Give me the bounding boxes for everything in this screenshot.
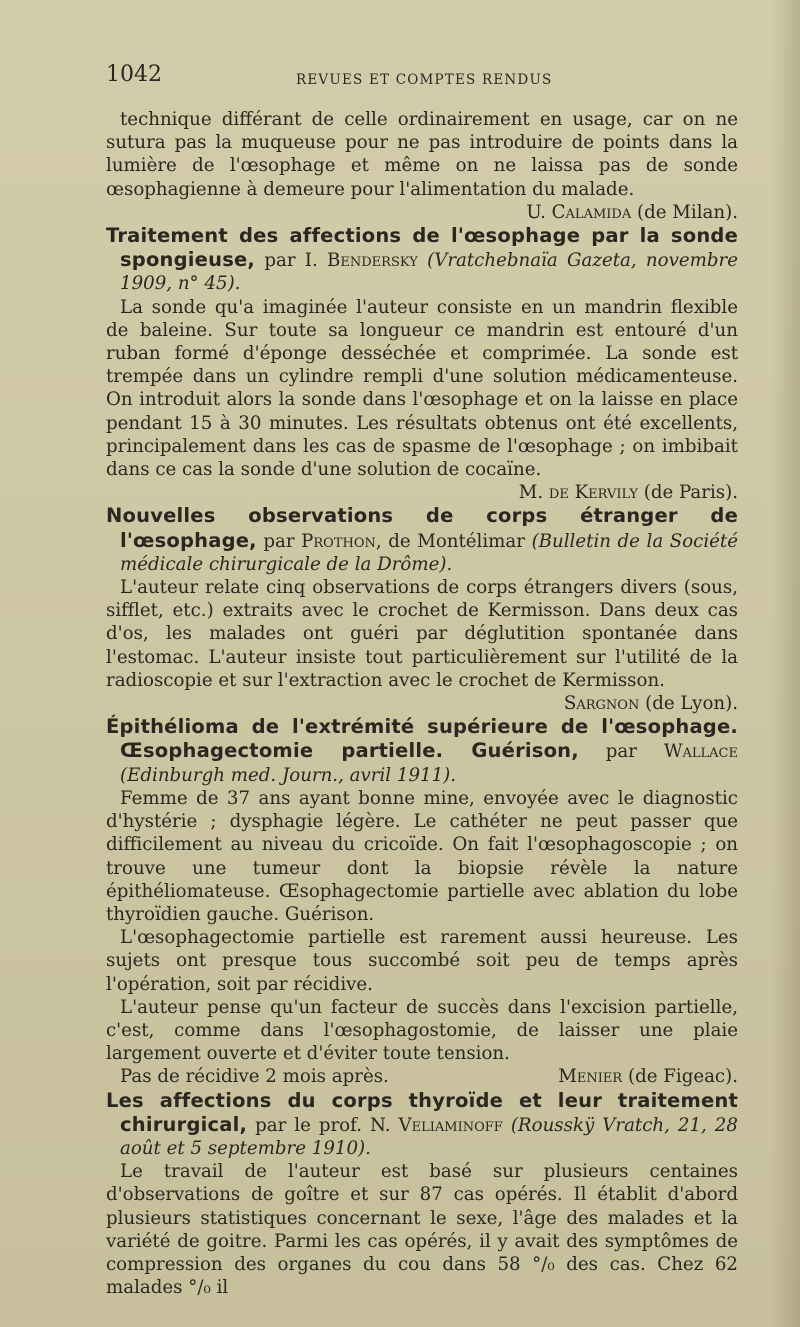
review-paragraph: La sonde qu'a imaginée l'auteur consiste en un mandrin flexible de baleine. Sur toute sa longueur ce mandrin est entouré d'un ruban formé d'éponge desséchée et comprimée. La sonde est trempée dans un cylindre rempli d'une solution médicamenteuse. On introduit alors la sonde dans l'œsophage et on la laisse en place pendant 15 à 30 minutes. Les résultats obtenus ont été excellents, principalement dans les cas de spasme de l'œsophage ; on imbibait dans ce cas la sonde d'une solution de cocaïne. — [106, 296, 738, 481]
review-heading — [106, 715, 738, 787]
byline-prefix: par I. — [264, 250, 318, 272]
running-title: REVUES ET COMPTES RENDUS — [296, 72, 553, 88]
article-body — [106, 108, 738, 1299]
author-name: Wallace — [663, 741, 738, 763]
review-heading — [106, 1089, 738, 1161]
page-edge-shadow — [772, 0, 800, 1327]
review-paragraph: L'auteur relate cinq observations de corps étrangers divers (sous, sifflet, etc.) extraits avec le crochet de Kermisson. Dans deux cas d'os, les malades ont guéri par déglutition spontanée dans l'estomac. L'auteur insiste tout particulièrement sur l'utilité de la radioscopie et sur l'extraction avec le crochet de Kermisson. — [106, 577, 738, 691]
author-affiliation: , de Montélimar — [375, 530, 525, 552]
signature-name: M. de Kervily — [518, 482, 638, 504]
source-citation: (Rousskÿ Vratch, 21, 28 août et 5 septembre 1910). — [120, 1114, 738, 1159]
signature — [106, 201, 738, 224]
signature-name: Sargnon — [563, 693, 640, 715]
source-citation: (Edinburgh med. Journ., avril 1911). — [120, 764, 457, 786]
signature — [106, 692, 738, 715]
continuation-paragraph: technique différant de celle ordinairement en usage, car on ne sutura pas la muqueuse pour ne pas introduire de points dans la lumière de l'œsophage et même on ne laissa pas de sonde œsophagienne à demeure pour l'alimentation du malade. — [106, 109, 738, 200]
page-header — [106, 58, 736, 92]
author-name: Veliaminoff — [398, 1114, 503, 1136]
review-paragraph-with-signature — [106, 1065, 738, 1088]
review-heading — [106, 504, 738, 576]
byline-prefix: par — [263, 530, 295, 552]
review-title: Les affections du corps thyroïde et leur traitement chirurgical, — [106, 1088, 738, 1136]
author-name: Bendersky — [327, 250, 418, 272]
review-heading — [106, 224, 738, 296]
signature-place: (de Paris). — [643, 482, 738, 504]
review-paragraph: L'œsophagectomie partielle est rarement aussi heureuse. Les sujets ont presque tous succombé soit peu de temps après l'opération, soit par récidive. — [106, 927, 738, 995]
signature — [106, 481, 738, 504]
byline-prefix: par le prof. N. — [255, 1114, 391, 1136]
review-paragraph: L'auteur pense qu'un facteur de succès dans l'excision partielle, c'est, comme dans l'œsophagostomie, de laisser une plaie largement ouverte et d'éviter toute tension. — [106, 996, 738, 1065]
source-citation: (Bulletin de la Société médicale chirurgicale de la Drôme). — [120, 530, 738, 575]
author-name: Prothon — [301, 530, 376, 552]
source-citation: (Vratchebnaïa Gazeta, novembre 1909, n° 45). — [120, 250, 738, 295]
review-title: Nouvelles observations de corps étranger de l'œsophage, — [106, 504, 738, 552]
signature-name: U. Calamida — [526, 201, 632, 223]
review-paragraph: Femme de 37 ans ayant bonne mine, envoyée avec le diagnostic d'hystérie ; dysphagie légère. Le cathéter ne peut passer que difficilement au niveau du cricoïde. On fait l'œsophagoscopie ; on trouve une tumeur dont la biopsie révèle la nature épithéliomateuse. Œsophagectomie partielle avec ablation du lobe thyroïdien gauche. Guérison. — [106, 787, 738, 925]
review-paragraph: Pas de récidive 2 mois après. — [120, 1066, 389, 1088]
signature-name: Menier — [558, 1066, 623, 1088]
signature-place: (de Lyon). — [645, 693, 738, 715]
byline-prefix: par — [605, 741, 637, 763]
review-title: Épithélioma de l'extrémité supérieure de l'œsophage. Œsophagectomie partielle. Guérison, — [106, 715, 738, 763]
signature-place: (de Figeac). — [627, 1066, 738, 1088]
page-number: 1042 — [106, 62, 162, 87]
review-paragraph: Le travail de l'auteur est basé sur plusieurs centaines d'observations de goître et sur 87 cas opérés. Il établit d'abord plusieurs statistiques concernant le sexe, l'âge des malades et la variété de goitre. Parmi les cas opérés, il y avait des symptômes de compression des organes du cou dans 58 °/₀ des cas. Chez 62 malades °/₀ il — [106, 1161, 738, 1299]
review-title: Traitement des affections de l'œsophage par la sonde spongieuse, — [106, 224, 738, 272]
signature-place: (de Milan). — [637, 201, 738, 223]
